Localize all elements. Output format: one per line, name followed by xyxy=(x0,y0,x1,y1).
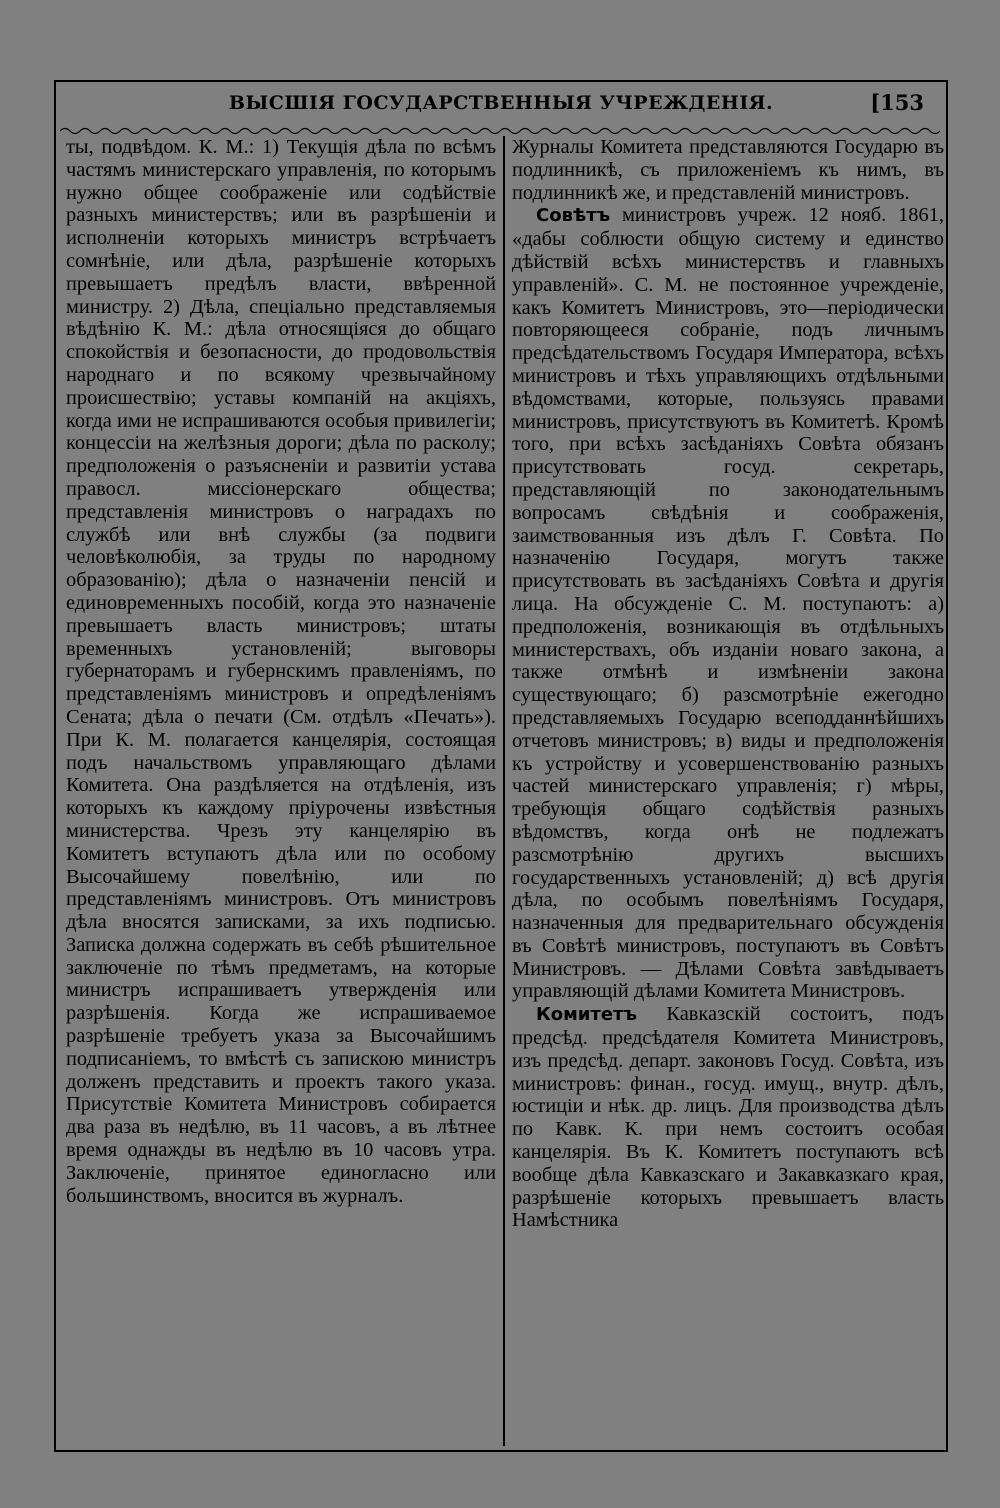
page-header xyxy=(56,84,946,128)
council-paragraph xyxy=(512,204,944,1003)
council-heading: Совѣтъ xyxy=(536,205,611,227)
caucasus-text: Кавказскій состоитъ, подъ предсѣд. предсѣдателя Комитета Министровъ, изъ предсѣд. департ. законовъ Госуд. Совѣта, изъ министровъ: финан., госуд. имущ., внутр. дѣлъ, юстиціи и нѣк. др. лицъ. Для производства дѣлъ по Кавк. К. при немъ состоитъ особая канцелярія. Въ К. Комитетъ поступаютъ всѣ вообще дѣла Кавказскаго и Закавказкаго края, разрѣшеніе которыхъ превышаетъ власть Намѣстника xyxy=(512,1003,944,1232)
committee-heading: Комитетъ xyxy=(536,1004,638,1026)
page-number: [153 xyxy=(870,90,924,115)
left-column xyxy=(66,136,496,1446)
caucasus-paragraph xyxy=(512,1003,944,1232)
right-column xyxy=(512,136,944,1446)
running-title: ВЫСШІЯ ГОСУДАРСТВЕННЫЯ УЧРЕЖДЕНІЯ. xyxy=(228,92,774,114)
journals-paragraph: Журналы Комитета представляются Государю въ подлинникѣ, съ приложеніемъ къ нимъ, въ подлинникѣ же, и представленій министровъ. xyxy=(512,136,944,204)
column-divider xyxy=(503,136,505,1446)
left-paragraph: ты, подвѣдом. К. М.: 1) Текущія дѣла по всѣмъ частямъ министерскаго управленія, по которымъ нужно общее соображеніе или содѣйствіе разныхъ министерствъ; или въ разрѣшеніи и исполненіи которыхъ министръ встрѣчаетъ сомнѣніе, или дѣла, разрѣшеніе которыхъ превышаетъ предѣлъ власти, ввѣренной министру. 2) Дѣла, спеціально представляемыя вѣдѣнію К. М.: дѣла относящіяся до общаго спокойствія и безопасности, до продовольствія народнаго и по всякому чрезвычайному происшествію; уставы компаній на акціяхъ, когда ими не испрашиваются особыя привилегіи; концессіи на желѣзныя дороги; дѣла по расколу; предположенія о разъясненіи и развитіи устава правосл. миссіонерскаго общества; представленія министровъ о наградахъ по службѣ или внѣ службы (за подвиги человѣколюбія, за труды по народному образованію); дѣла о назначеніи пенсій и единовременныхъ пособій, когда это назначеніе превышаетъ власть министровъ; штаты временныхъ установленій; выговоры губернаторамъ и губернскимъ правленіямъ, по представленіямъ министровъ и опредѣленіямъ Сената; дѣла о печати (См. отдѣлъ «Печать»). При К. М. полагается канцелярія, состоящая подъ начальствомъ управляющаго дѣлами Комитета. Она раздѣляется на отдѣленія, изъ которыхъ къ каждому пріурочены извѣстныя министерства. Чрезъ эту канцелярію въ Комитетъ вступаютъ дѣла или по особому Высочайшему повелѣнію, или по представленіямъ министровъ. Отъ министровъ дѣла вносятся записками, за ихъ подписью. Записка должна содержать въ себѣ рѣшительное заключеніе по тѣмъ предметамъ, на которые министръ испрашиваетъ утвержденія или разрѣшенія. Когда же испрашиваемое разрѣшеніе требуетъ указа за Высочайшимъ подписаніемъ, то вмѣстѣ съ запискою министръ долженъ представить и проектъ такого указа. Присутствіе Комитета Министровъ собирается два раза въ недѣлю, въ 11 часовъ, а въ лѣтнее время однажды въ недѣлю въ 10 часовъ утра. Заключеніе, принятое единогласно или большинствомъ, вносится въ журналъ. xyxy=(66,136,496,1207)
council-text: министровъ учреж. 12 нояб. 1861, «дабы соблюсти общую систему и единство дѣйствій всѣхъ министерствъ и главныхъ управленій». С. М. не постоянное учрежденіе, какъ Комитетъ Министровъ, это—періодически повторяющееся собраніе, подъ личнымъ предсѣдательствомъ Государя Императора, всѣхъ министровъ и тѣхъ управляющихъ отдѣльными вѣдомствами, которые, пользуясь правами министровъ, присутствуютъ въ Комитетѣ. Кромѣ того, при всѣхъ засѣданіяхъ Совѣта обязанъ присутствовать госуд. секретарь, представляющій по законодательнымъ вопросамъ свѣдѣнія и соображенія, заимствованныя изъ дѣлъ Г. Совѣта. По назначенію Государя, могутъ также присутствовать въ засѣданіяхъ Совѣта и другія лица. На обсужденіе С. М. поступаютъ: а) предположенія, возникающія въ отдѣльныхъ министерствахъ, объ изданіи новаго закона, а также отмѣнѣ и измѣненіи закона существующаго; б) разсмотрѣніе ежегодно представляемыхъ Государю всеподданнѣйшихъ отчетовъ министровъ; в) виды и предположенія къ устройству и усовершенствованію разныхъ частей министерскаго управленія; г) мѣры, требующія общаго содѣйствія разныхъ вѣдомствъ, когда онѣ не подлежатъ разсмотрѣнію другихъ высшихъ государственныхъ установленій; д) всѣ другія дѣла, по особымъ повелѣніямъ Государя, назначенныя для предварительнаго обсужденія въ Совѣтѣ министровъ, поступаютъ въ Совѣтъ Министровъ. — Дѣлами Совѣта завѣдываетъ управляющій дѣлами Комитета Министровъ. xyxy=(512,204,944,1003)
wavy-rule xyxy=(60,126,940,136)
